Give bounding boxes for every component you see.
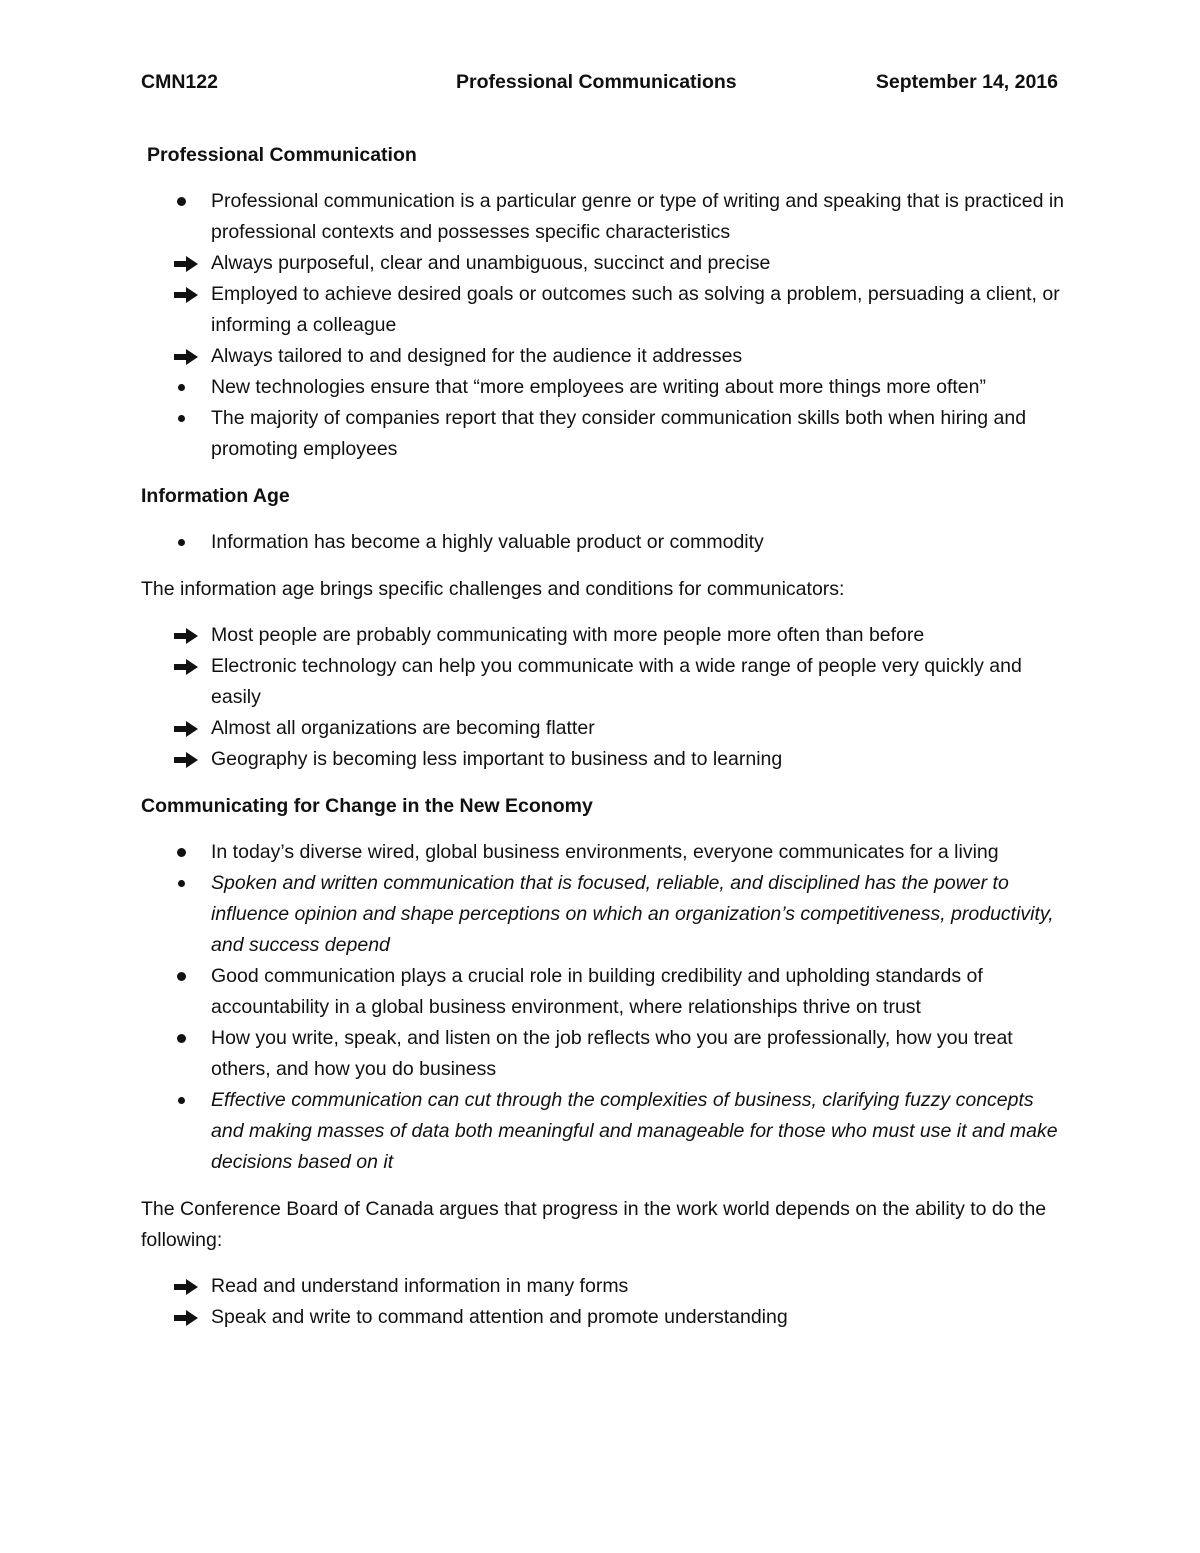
- list-item-text: The majority of companies report that they consider communication skills both when hiring and promoting employees: [211, 407, 1027, 460]
- list-item-text: Speak and write to command attention and promote understanding: [211, 1306, 788, 1328]
- conference-board-intro: The Conference Board of Canada argues that progress in the work world depends on the ability to do the following:: [141, 1198, 1047, 1251]
- bullet-dot-icon: [173, 527, 201, 558]
- list-item-text: Almost all organizations are becoming flatter: [211, 717, 595, 739]
- arrow-right-icon: [173, 651, 201, 682]
- document-date: September 14, 2016: [875, 71, 1058, 93]
- list-item: [141, 961, 1066, 1023]
- page-header: [141, 71, 1058, 101]
- professional-communication-list: [141, 186, 1066, 465]
- list-item: [141, 341, 1066, 372]
- bullet-dot-icon: [173, 1023, 201, 1054]
- document-subject: Professional Communications: [456, 71, 737, 93]
- arrow-right-icon: [173, 1302, 201, 1333]
- arrow-right-icon: [173, 248, 201, 279]
- list-item-text: Information has become a highly valuable product or commodity: [211, 531, 764, 553]
- arrow-right-icon: [173, 279, 201, 310]
- arrow-right-icon: [173, 1271, 201, 1302]
- list-item: [141, 248, 1066, 279]
- bullet-dot-icon: [173, 837, 201, 868]
- bullet-dot-icon: [173, 372, 201, 403]
- bullet-dot-icon: [173, 403, 201, 434]
- list-item-text: Read and understand information in many forms: [211, 1275, 629, 1297]
- arrow-right-icon: [173, 744, 201, 775]
- list-item-text: Always tailored to and designed for the audience it addresses: [211, 345, 743, 367]
- bullet-dot-icon: [173, 186, 201, 217]
- list-item-text: Effective communication can cut through the complexities of business, clarifying fuzzy concepts and making masses of data both meaningful and manageable for those who must use it and make decisions based on it: [211, 1089, 1058, 1173]
- list-item-text: New technologies ensure that “more employees are writing about more things more often”: [211, 376, 986, 398]
- information-age-list: [141, 527, 1066, 558]
- bullet-dot-icon: [173, 1085, 201, 1116]
- arrow-right-icon: [173, 341, 201, 372]
- document-body: [141, 140, 1066, 1333]
- section-heading-information-age: Information Age: [141, 485, 290, 507]
- list-item-text: Geography is becoming less important to business and to learning: [211, 748, 783, 770]
- list-item-text: Professional communication is a particular genre or type of writing and speaking that is practiced in professional contexts and possesses specific characteristics: [211, 190, 1065, 243]
- list-item: [141, 651, 1066, 713]
- list-item-text: Employed to achieve desired goals or outcomes such as solving a problem, persuading a client, or informing a colleague: [211, 283, 1060, 336]
- list-item: [141, 868, 1066, 961]
- list-item: [141, 744, 1066, 775]
- section-heading-communicating-for-change: Communicating for Change in the New Economy: [141, 795, 593, 817]
- list-item: [141, 713, 1066, 744]
- list-item: [141, 1271, 1066, 1302]
- information-age-intro: The information age brings specific challenges and conditions for communicators:: [141, 578, 845, 600]
- arrow-right-icon: [173, 713, 201, 744]
- section-heading-professional-communication: Professional Communication: [147, 144, 417, 166]
- list-item-text: Most people are probably communicating with more people more often than before: [211, 624, 925, 646]
- list-item: [141, 1302, 1066, 1333]
- bullet-dot-icon: [173, 868, 201, 899]
- list-item: [141, 1023, 1066, 1085]
- list-item: [141, 279, 1066, 341]
- list-item-text: How you write, speak, and listen on the job reflects who you are professionally, how you treat others, and how you do business: [211, 1027, 1013, 1080]
- arrow-right-icon: [173, 620, 201, 651]
- list-item: [141, 372, 1066, 403]
- list-item-text: In today’s diverse wired, global business environments, everyone communicates for a living: [211, 841, 999, 863]
- list-item-text: Good communication plays a crucial role in building credibility and upholding standards of accountability in a global business environment, where relationships thrive on trust: [211, 965, 983, 1018]
- bullet-dot-icon: [173, 961, 201, 992]
- list-item-text: Always purposeful, clear and unambiguous, succinct and precise: [211, 252, 771, 274]
- information-age-challenges-list: [141, 620, 1066, 775]
- list-item-text: Electronic technology can help you communicate with a wide range of people very quickly and easily: [211, 655, 1022, 708]
- list-item: [141, 1085, 1066, 1178]
- list-item: [141, 403, 1066, 465]
- list-item: [141, 527, 1066, 558]
- conference-board-list: [141, 1271, 1066, 1333]
- list-item-text: Spoken and written communication that is focused, reliable, and disciplined has the power to influence opinion and shape perceptions on which an organization’s competitiveness, productivity, and success depend: [211, 872, 1054, 956]
- list-item: [141, 620, 1066, 651]
- list-item: [141, 837, 1066, 868]
- course-code: CMN122: [141, 71, 218, 93]
- list-item: [141, 186, 1066, 248]
- communicating-for-change-list: [141, 837, 1066, 1178]
